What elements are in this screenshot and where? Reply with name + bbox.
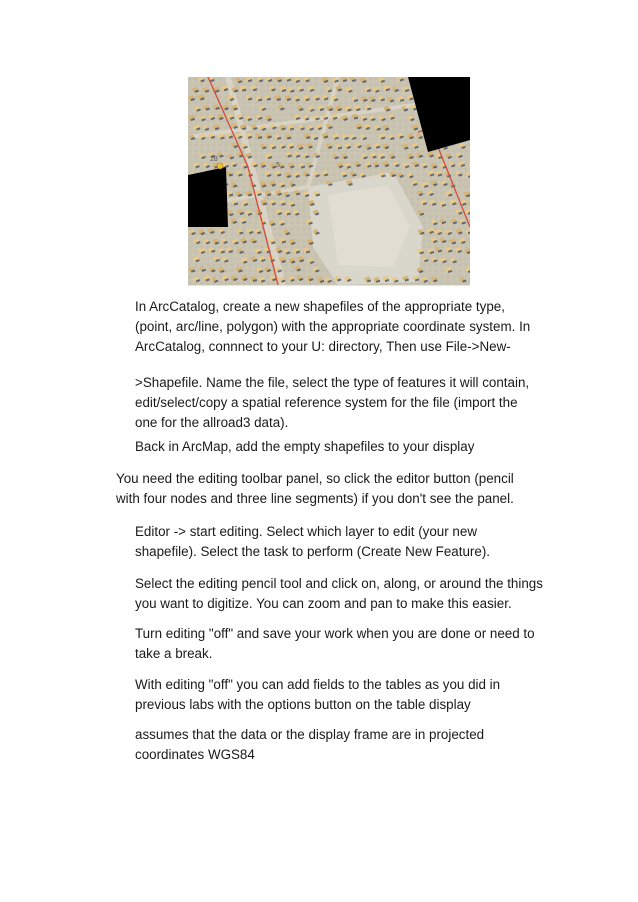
paragraph-editing-toolbar — [116, 469, 556, 509]
paragraph-create-shapefile — [135, 297, 555, 357]
text-line: In ArcCatalog, create a new shapefiles of the appropriate type, — [135, 299, 505, 314]
text-line: one for the allroad3 data). — [135, 415, 289, 430]
map-label: 5 — [276, 162, 280, 169]
text-line: take a break. — [135, 646, 213, 661]
paragraph-turn-off-editing — [135, 624, 555, 664]
paragraph-pencil-tool — [135, 574, 555, 614]
text-line: (point, arc/line, polygon) with the appropriate coordinate system. In — [135, 319, 531, 334]
text-line: Select the editing pencil tool and click on, along, or around the things — [135, 576, 543, 591]
black-patch-left — [188, 167, 228, 227]
paragraph-add-to-display — [135, 437, 555, 457]
text-line: Back in ArcMap, add the empty shapefiles to your display — [135, 439, 475, 454]
paragraph-projection-note — [135, 725, 555, 765]
text-line: previous labs with the options button on the table display — [135, 697, 471, 712]
text-line: ArcCatalog, connnect to your U: directory, Then use File->New- — [135, 339, 511, 354]
text-line: with four nodes and three line segments) if you don't see the panel. — [116, 491, 514, 506]
text-line: you want to digitize. You can zoom and pan to make this easier. — [135, 596, 512, 611]
yellow-marker-icon — [217, 163, 223, 169]
text-line: >Shapefile. Name the file, select the type of features it will contain, — [135, 375, 530, 390]
paragraph-add-fields — [135, 675, 555, 715]
text-line: assumes that the data or the display frame are in projected — [135, 727, 485, 742]
map-label: 28 — [210, 156, 218, 163]
text-line: Editor -> start editing. Select which layer to edit (your new — [135, 524, 477, 539]
text-line: With editing "off" you can add fields to the tables as you did in — [135, 677, 501, 692]
paragraph-shapefile-name — [135, 373, 555, 433]
text-line: Turn editing "off" and save your work when you are done or need to — [135, 626, 535, 641]
text-line: shapefile). Select the task to perform (Create New Feature). — [135, 544, 491, 559]
paragraph-start-editing — [135, 522, 555, 562]
text-line: edit/select/copy a spatial reference system for the file (import the — [135, 395, 518, 410]
text-line: You need the editing toolbar panel, so click the editor button (pencil — [116, 471, 514, 486]
text-line: coordinates WGS84 — [135, 747, 255, 762]
aerial-map-image — [188, 77, 470, 286]
